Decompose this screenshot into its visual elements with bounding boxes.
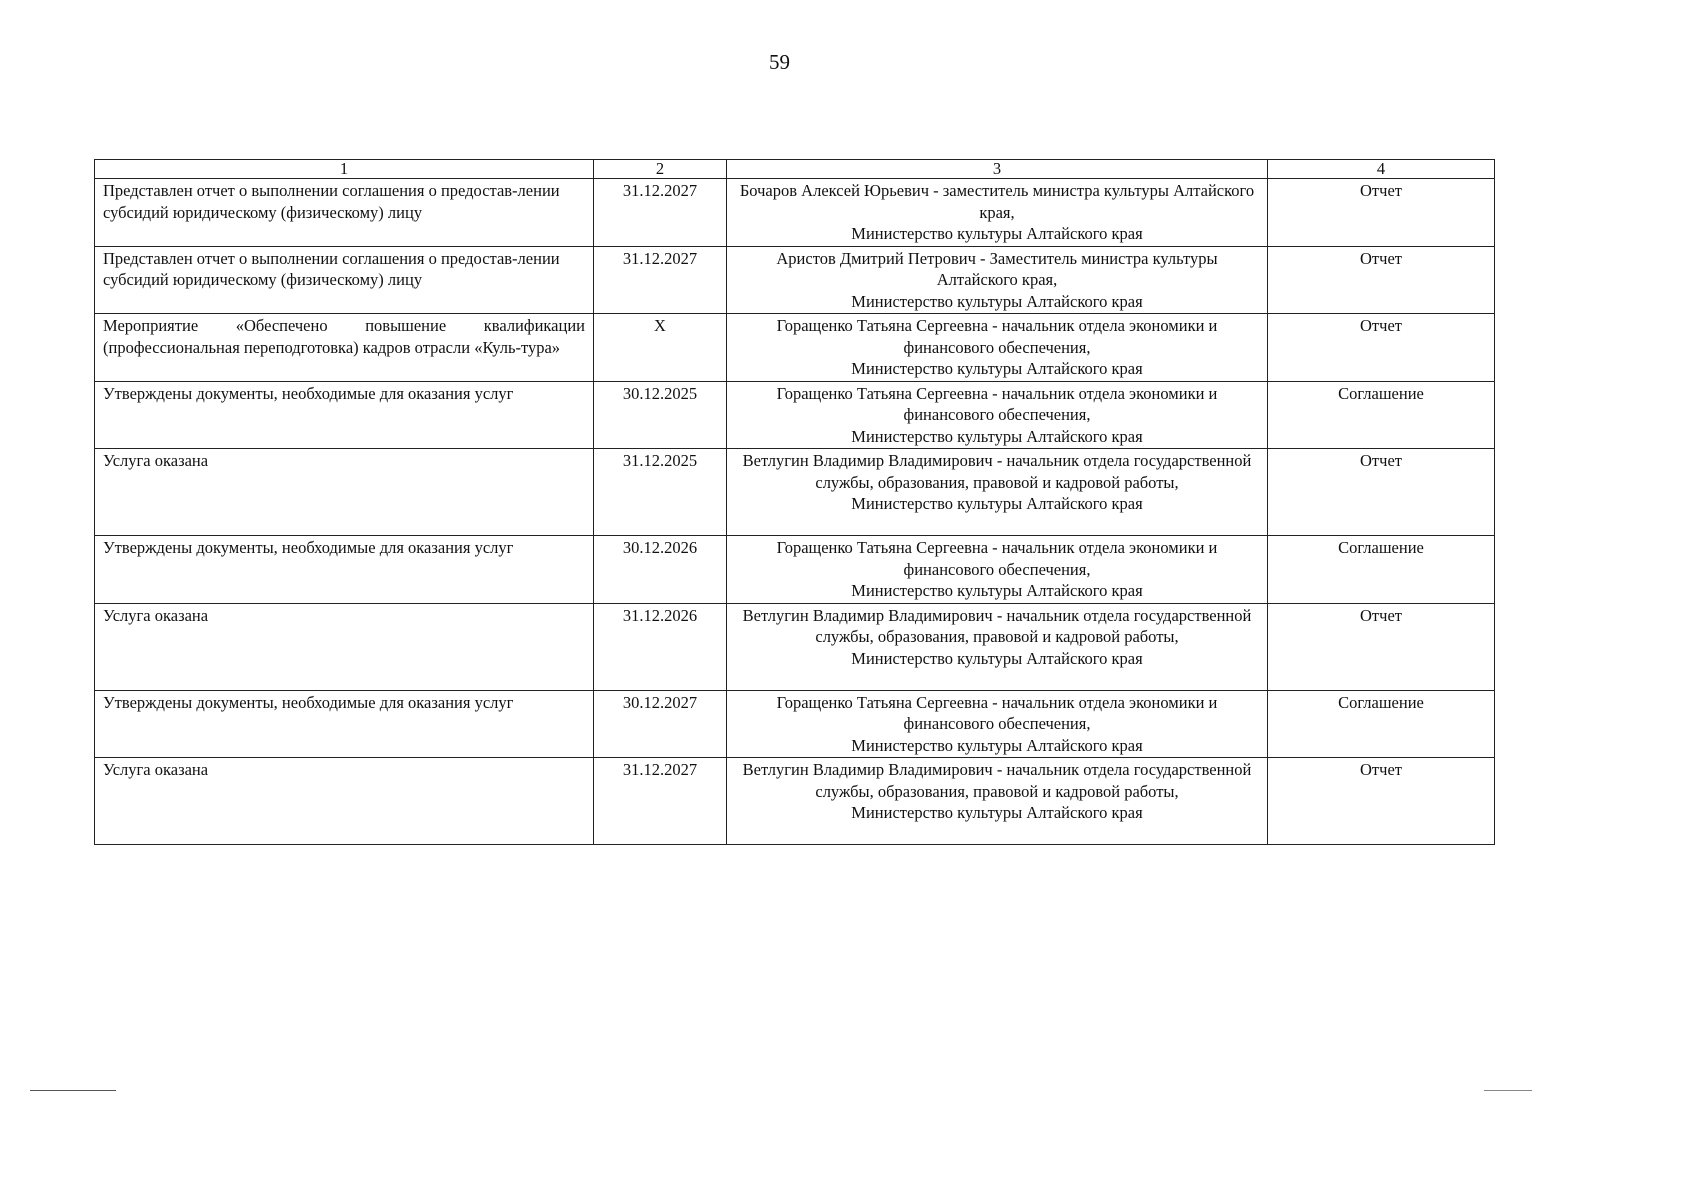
document-type-cell: Отчет	[1268, 758, 1495, 845]
responsible-organization: Министерство культуры Алтайского края	[851, 426, 1143, 446]
responsible-person: Аристов Дмитрий Петрович - Заместитель министра культуры Алтайского края,	[776, 248, 1218, 289]
event-cell: Представлен отчет о выполнении соглашения о предостав-лении субсидий юридическому (физическому) лицу	[95, 179, 594, 247]
responsible-person: Горащенко Татьяна Сергеевна - начальник отдела экономики и финансового обеспечения,	[776, 316, 1218, 357]
responsible-cell	[727, 381, 1268, 449]
responsible-cell	[727, 603, 1268, 690]
date-cell: 31.12.2027	[594, 246, 727, 314]
responsible-person: Ветлугин Владимир Владимирович - начальник отдела государственной службы, образования, правовой и кадровой работы,	[742, 605, 1252, 646]
header-col-2: 2	[594, 160, 727, 179]
date-cell: 31.12.2026	[594, 603, 727, 690]
header-col-3: 3	[727, 160, 1268, 179]
responsible-organization: Министерство культуры Алтайского края	[851, 494, 1143, 513]
responsible-person: Горащенко Татьяна Сергеевна - начальник отдела экономики и финансового обеспечения,	[776, 692, 1218, 733]
event-cell: Представлен отчет о выполнении соглашения о предостав-лении субсидий юридическому (физическому) лицу	[95, 246, 594, 314]
responsible-organization: Министерство культуры Алтайского края	[851, 803, 1143, 822]
document-type-cell: Отчет	[1268, 314, 1495, 382]
responsible-organization: Министерство культуры Алтайского края	[851, 648, 1143, 668]
responsible-person: Горащенко Татьяна Сергеевна - начальник отдела экономики и финансового обеспечения,	[776, 383, 1218, 424]
responsible-person: Горащенко Татьяна Сергеевна - начальник отдела экономики и финансового обеспечения,	[776, 538, 1218, 579]
table-row	[95, 449, 1495, 536]
date-cell: 30.12.2027	[594, 690, 727, 758]
responsible-organization: Министерство культуры Алтайского края	[851, 581, 1143, 600]
table-row	[95, 246, 1495, 314]
responsible-cell	[727, 246, 1268, 314]
responsible-cell	[727, 536, 1268, 604]
date-cell: 30.12.2025	[594, 381, 727, 449]
event-cell: Мероприятие «Обеспечено повышение квалификации (профессиональная переподготовка) кадров отрасли «Куль-тура»	[95, 314, 594, 382]
scan-artifact-line	[1484, 1090, 1532, 1091]
table-row	[95, 179, 1495, 247]
responsible-organization: Министерство культуры Алтайского края	[851, 291, 1143, 311]
responsible-cell	[727, 690, 1268, 758]
event-cell: Услуга оказана	[95, 603, 594, 690]
date-cell: 31.12.2027	[594, 179, 727, 247]
table-header-row	[95, 160, 1495, 179]
event-cell: Услуга оказана	[95, 449, 594, 536]
document-type-cell: Отчет	[1268, 179, 1495, 247]
document-type-cell: Соглашение	[1268, 381, 1495, 449]
page-number: 59	[769, 50, 790, 74]
date-cell: 30.12.2026	[594, 536, 727, 604]
table-row	[95, 690, 1495, 758]
document-type-cell: Отчет	[1268, 603, 1495, 690]
header-col-4: 4	[1268, 160, 1495, 179]
responsible-cell	[727, 314, 1268, 382]
responsible-organization: Министерство культуры Алтайского края	[851, 735, 1143, 755]
responsible-organization: Министерство культуры Алтайского края	[851, 224, 1143, 243]
date-cell: X	[594, 314, 727, 382]
responsible-person: Бочаров Алексей Юрьевич - заместитель министра культуры Алтайского края,	[739, 181, 1255, 222]
document-type-cell: Отчет	[1268, 449, 1495, 536]
event-cell: Утверждены документы, необходимые для оказания услуг	[95, 536, 594, 604]
scan-artifact-line	[30, 1090, 116, 1091]
table-row	[95, 758, 1495, 845]
responsible-cell	[727, 449, 1268, 536]
responsible-person: Ветлугин Владимир Владимирович - начальник отдела государственной службы, образования, правовой и кадровой работы,	[742, 451, 1252, 492]
date-cell: 31.12.2027	[594, 758, 727, 845]
document-type-cell: Соглашение	[1268, 690, 1495, 758]
schedule-table	[94, 159, 1495, 845]
table-row	[95, 536, 1495, 604]
responsible-organization: Министерство культуры Алтайского края	[851, 359, 1143, 378]
event-cell: Утверждены документы, необходимые для оказания услуг	[95, 381, 594, 449]
header-col-1: 1	[95, 160, 594, 179]
event-cell: Услуга оказана	[95, 758, 594, 845]
table-row	[95, 381, 1495, 449]
table-row	[95, 314, 1495, 382]
responsible-cell	[727, 179, 1268, 247]
responsible-cell	[727, 758, 1268, 845]
event-cell: Утверждены документы, необходимые для оказания услуг	[95, 690, 594, 758]
date-cell: 31.12.2025	[594, 449, 727, 536]
table-row	[95, 603, 1495, 690]
document-type-cell: Соглашение	[1268, 536, 1495, 604]
responsible-person: Ветлугин Владимир Владимирович - начальник отдела государственной службы, образования, правовой и кадровой работы,	[742, 760, 1252, 801]
document-type-cell: Отчет	[1268, 246, 1495, 314]
